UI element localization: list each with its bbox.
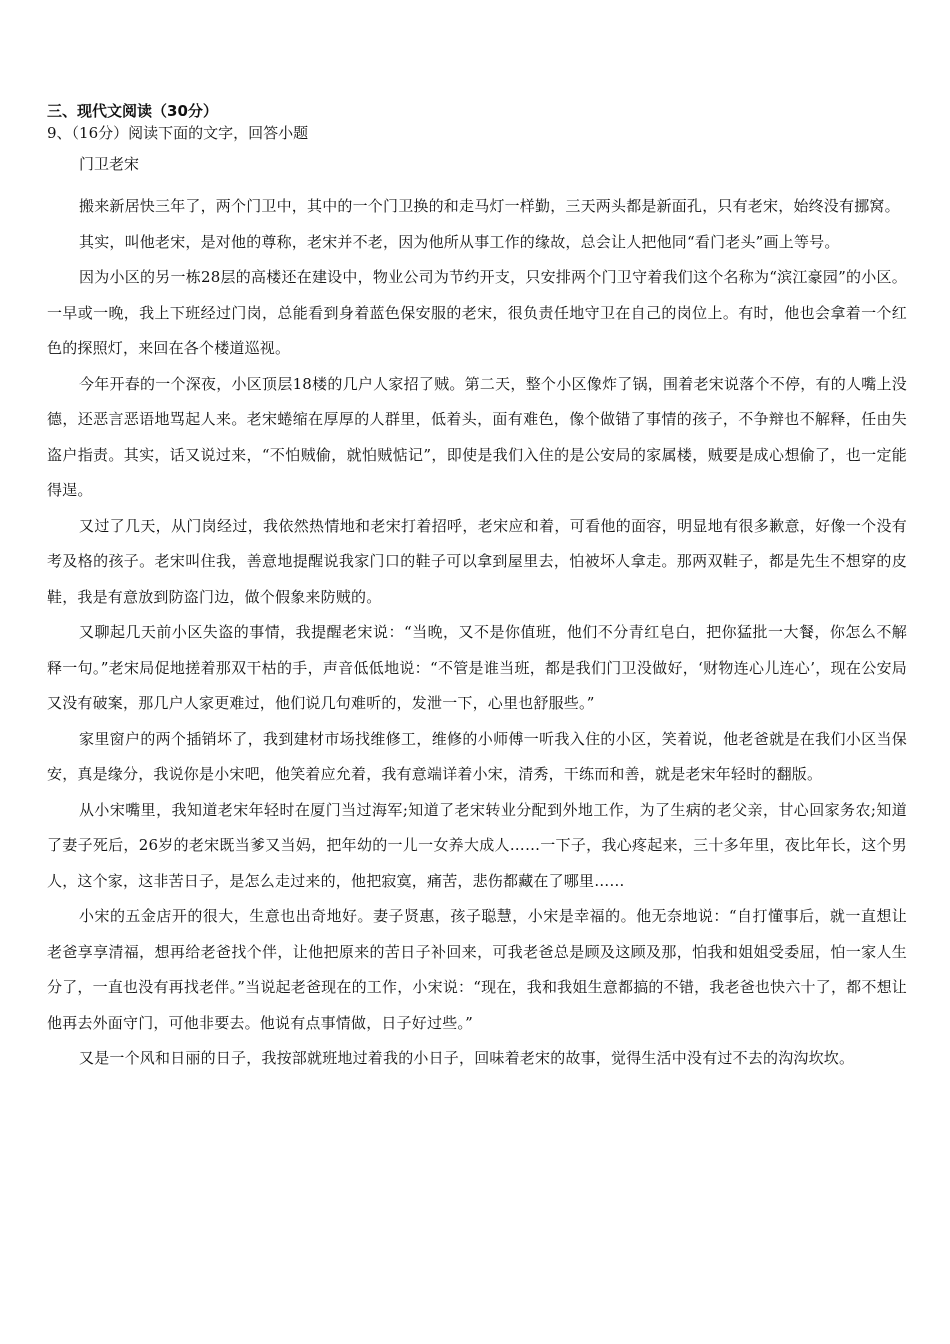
paragraph: 搬来新居快三年了，两个门卫中，其中的一个门卫换的和走马灯一样勤，三天两头都是新面孔，只有老宋，始终没有挪窝。 (79, 197, 900, 215)
paragraph: 家里窗户的两个插销坏了，我到建材市场找维修工，维修的小师傅一听我入住的小区，笑着说，他老爸就是在我们小区当保安，真是缘分，我说你是小宋吧，他笑着应允着，我有意端详着小宋，清秀，干练而和善，就是老宋年轻时的翻版。 (47, 729, 907, 783)
paragraph: 因为小区的另一栋28层的高楼还在建设中，物业公司为节约开支，只安排两个门卫守着我们这个名称为“滨江豪园”的小区。一早或一晚，我上下班经过门岗，总能看到身着蓝色保安服的老宋，很负责任地守卫在自己的岗位上。有时，他也会拿着一个红色的探照灯，来回在各个楼道巡视。 (47, 268, 907, 357)
exam-page (47, 100, 907, 1077)
paragraph: 从小宋嘴里，我知道老宋年轻时在厦门当过海军;知道了老宋转业分配到外地工作，为了生病的老父亲，甘心回家务农;知道了妻子死后，26岁的老宋既当爹又当妈，把年幼的一儿一女养大成人……一下子，我心疼起来，三十多年里，夜比年长，这个男人，这个家，这非苦日子，是怎么走过来的，他把寂寞，痛苦，悲伤都藏在了哪里…… (47, 800, 907, 890)
story-title: 门卫老宋 (79, 155, 140, 173)
section-title: 三、现代文阅读（30分） (47, 102, 218, 120)
paragraph: 小宋的五金店开的很大，生意也出奇地好。妻子贤惠，孩子聪慧，小宋是幸福的。他无奈地说：“自打懂事后，就一直想让老爸享享清福，想再给老爸找个伴，让他把原来的苦日子补回来，可我老爸总是顾及这顾及那，怕我和姐姐受委屈，怕一家人生分了，一直也没有再找老伴。”当说起老爸现在的工作，小宋说：“现在，我和我姐生意都搞的不错，我老爸也快六十了，都不想让他再去外面守门，可他非要去。他说有点事情做，日子好过些。” (47, 907, 907, 1032)
paragraph: 又过了几天，从门岗经过，我依然热情地和老宋打着招呼，老宋应和着，可看他的面容，明显地有很多歉意，好像一个没有考及格的孩子。老宋叫住我，善意地提醒说我家门口的鞋子可以拿到屋里去，怕被坏人拿走。那两双鞋子，都是先生不想穿的皮鞋，我是有意放到防盗门边，做个假象来防贼的。 (47, 516, 907, 606)
paragraph: 又聊起几天前小区失盗的事情，我提醒老宋说：“当晚，又不是你值班，他们不分青红皂白，把你猛批一大餐，你怎么不解释一句。”老宋局促地搓着那双干枯的手，声音低低地说：“不管是谁当班，都是我们门卫没做好，‘财物连心儿连心’，现在公安局又没有破案，那几户人家更难过，他们说几句难听的，发泄一下，心里也舒服些。” (47, 623, 907, 712)
question-prompt: 9、（16分）阅读下面的文字，回答小题 (47, 124, 309, 142)
paragraph: 其实，叫他老宋，是对他的尊称，老宋并不老，因为他所从事工作的缘故，总会让人把他同“看门老头”画上等号。 (79, 232, 840, 251)
paragraph: 今年开春的一个深夜，小区顶层18楼的几户人家招了贼。第二天，整个小区像炸了锅，围着老宋说落个不停，有的人嘴上没德，还恶言恶语地骂起人来。老宋蜷缩在厚厚的人群里，低着头，面有难色，像个做错了事情的孩子，不争辩也不解释，任由失盗户指责。其实，话又说过来，“不怕贼偷，就怕贼惦记”，即使是我们入住的是公安局的家属楼，贼要是成心想偷了，也一定能得逞。 (47, 374, 907, 499)
paragraph: 又是一个风和日丽的日子，我按部就班地过着我的小日子，回味着老宋的故事，觉得生活中没有过不去的沟沟坎坎。 (79, 1049, 855, 1067)
story-body (47, 189, 907, 1077)
